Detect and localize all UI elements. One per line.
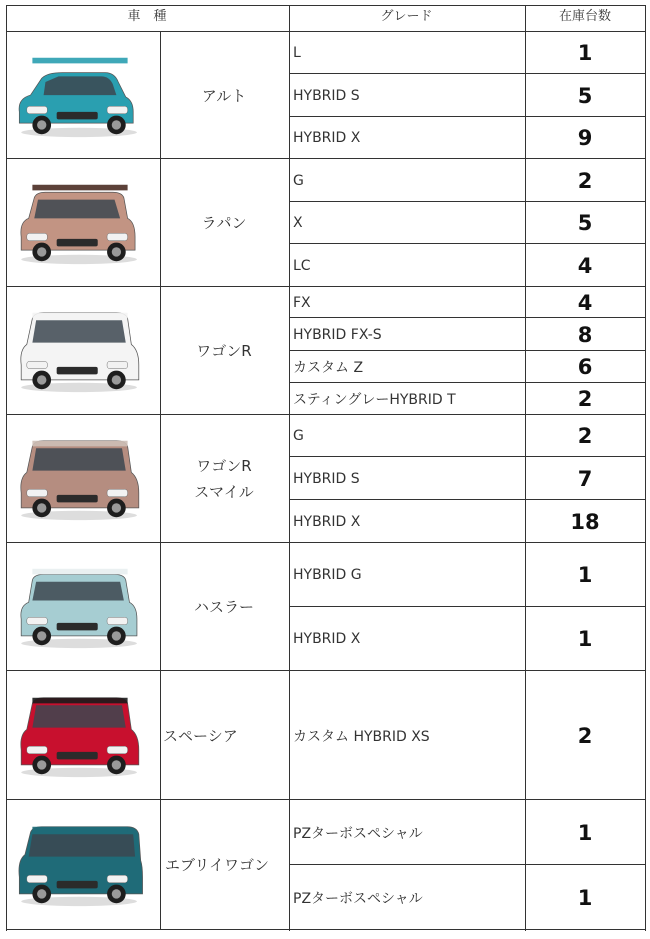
grade-name: HYBRID G [293, 567, 362, 583]
car-photo-lapin [6, 159, 154, 287]
grade-name: LC [293, 257, 311, 274]
stock-count: 5 [577, 83, 593, 108]
stock-count: 1 [577, 41, 593, 65]
model-name-text [196, 338, 251, 364]
grade-name: HYBRID S [293, 470, 360, 487]
stock-count: 2 [577, 723, 593, 748]
stock-count: 2 [577, 387, 593, 411]
grade-name: L [293, 45, 301, 61]
model-name [160, 415, 288, 543]
grade-name: HYBRID S [293, 87, 360, 104]
stock-count: 1 [577, 885, 593, 910]
grade-name: HYBRID X [293, 513, 361, 530]
model-name-text [202, 83, 246, 109]
header-model: 車 種 [127, 9, 167, 24]
stock-count: 1 [577, 820, 593, 845]
model-name-text [194, 453, 253, 505]
stock-count: 4 [577, 290, 593, 315]
stock-count: 8 [577, 322, 593, 347]
grade-name: PZターボスペシャル [293, 890, 423, 907]
stock-count: 2 [577, 168, 593, 193]
model-name-line: アルト [201, 86, 247, 105]
stock-count: 7 [577, 466, 593, 491]
header-stock: 在庫台数 [558, 9, 611, 24]
model-name [160, 159, 288, 287]
stock-count: 4 [577, 253, 593, 278]
model-name-line: ハスラー [193, 598, 254, 616]
stock-count: 9 [577, 126, 593, 150]
stock-count: 1 [577, 627, 593, 651]
grade-name: X [293, 215, 303, 231]
model-name-text [201, 210, 246, 236]
grade-name: スティングレーHYBRID T [293, 392, 456, 408]
model-name [160, 543, 288, 671]
model-name-line: エブリイワゴン [165, 856, 269, 874]
car-photo-spacia [6, 671, 154, 800]
car-photo-wagon-r [6, 287, 154, 415]
model-name-text [165, 852, 269, 878]
grade-name: FX [293, 294, 311, 311]
model-name-line: ラパン [201, 214, 247, 232]
stock-count: 1 [577, 563, 593, 587]
model-name-line: ワゴンR [196, 457, 252, 475]
grade-name: HYBRID X [293, 130, 361, 146]
stock-count: 18 [570, 509, 600, 534]
car-photo-every-wagon [6, 800, 154, 930]
model-name-line: スペーシア [163, 726, 238, 745]
car-photo-hustler [6, 543, 154, 671]
header-grade: グレード [380, 9, 433, 24]
stock-count: 5 [577, 211, 593, 235]
model-name-text [194, 594, 254, 620]
model-name [163, 671, 291, 800]
model-name-line: スマイル [194, 483, 254, 501]
table-border-top [6, 5, 646, 6]
grade-name: カスタム Z [293, 360, 364, 376]
grade-name: G [293, 428, 304, 444]
car-photo-wagon-r-smile [6, 415, 154, 543]
grade-name: PZターボスペシャル [293, 825, 423, 842]
grade-name: HYBRID X [293, 631, 361, 647]
car-photo-alto [6, 32, 154, 159]
table-border-right [645, 5, 646, 931]
model-name-text [163, 723, 238, 749]
model-name [165, 800, 289, 930]
stock-count: 2 [577, 424, 593, 448]
grade-name: G [293, 172, 304, 189]
model-name-line: ワゴンR [196, 342, 252, 360]
model-name [160, 32, 288, 159]
stock-count: 6 [577, 355, 593, 379]
grade-name: HYBRID FX-S [293, 326, 382, 343]
grade-name: カスタム HYBRID XS [293, 728, 430, 745]
model-name [160, 287, 288, 415]
